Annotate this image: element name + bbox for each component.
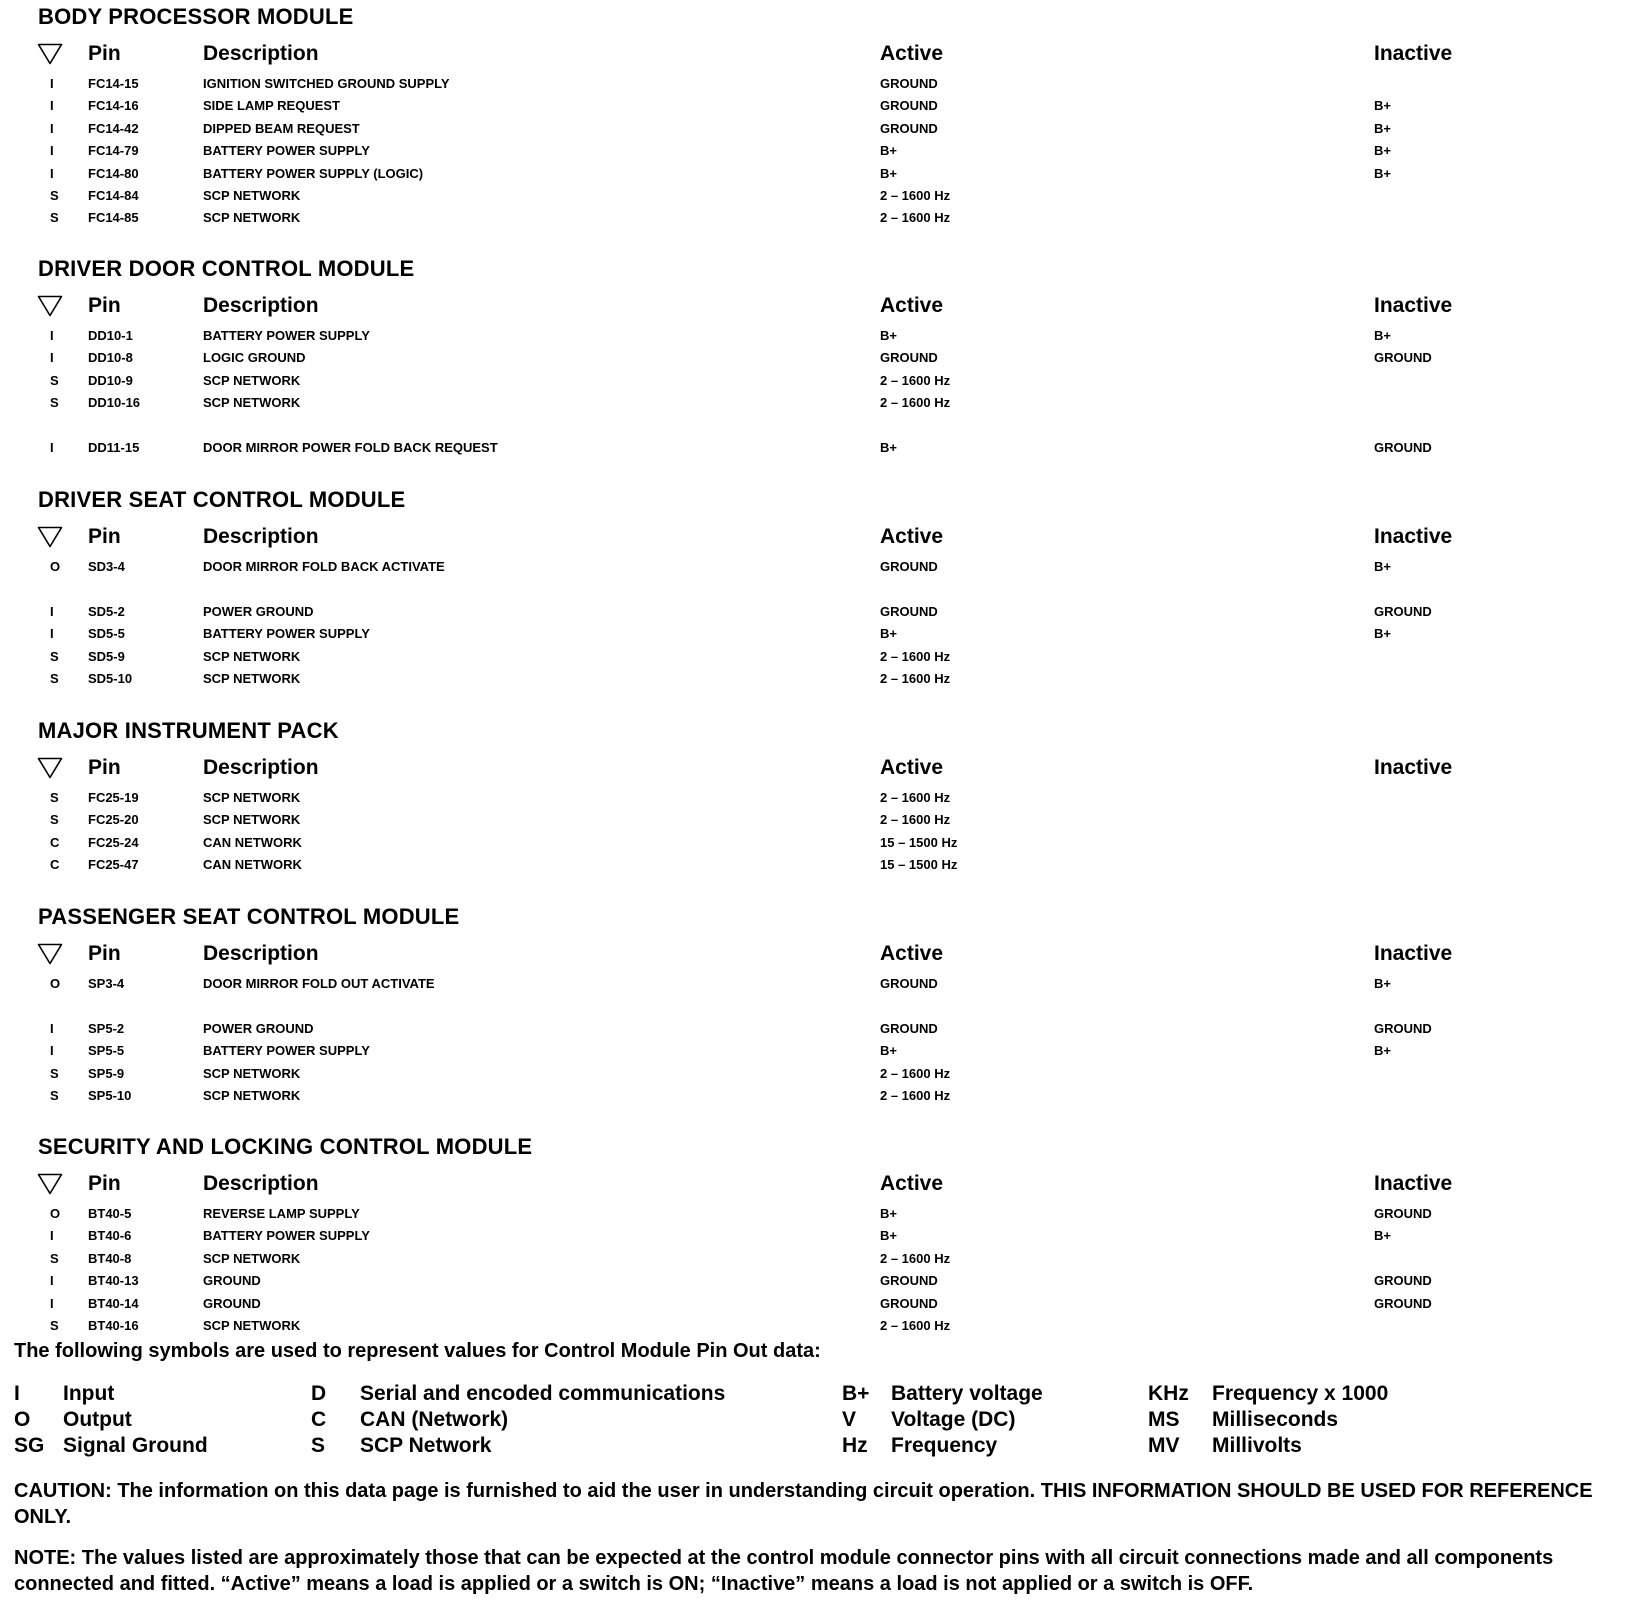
active-value: GROUND: [880, 1296, 938, 1311]
note-text: NOTE: The values listed are approximately those that can be expected at the control module connector pins with all circuit connections made and all components connected and fitted. “Active” means a load is applied or a switch is ON; “Inactive” means a load is not applied or a switch is OFF.: [14, 1547, 1554, 1595]
pin-description: SCP NETWORK: [203, 373, 301, 388]
pin-type: I: [50, 76, 54, 91]
pin-description: BATTERY POWER SUPPLY: [203, 1043, 370, 1058]
module-title: PASSENGER SEAT CONTROL MODULE: [38, 904, 460, 929]
table-row: [0, 1021, 1632, 1041]
inactive-value: GROUND: [1374, 1206, 1432, 1221]
pin-type: S: [50, 210, 59, 225]
pin-type: S: [50, 1251, 59, 1266]
pin-id: FC14-16: [88, 98, 139, 113]
active-value: 2 – 1600 Hz: [880, 1066, 951, 1081]
table-row: [0, 976, 1632, 996]
pin-id: SD5-2: [88, 604, 125, 619]
pin-id: DD10-1: [88, 328, 133, 343]
active-column-header: Active: [880, 294, 944, 317]
pin-type: I: [50, 1228, 54, 1243]
inactive-value: B+: [1374, 121, 1391, 136]
inactive-value: B+: [1374, 626, 1391, 641]
module-title: BODY PROCESSOR MODULE: [38, 4, 354, 29]
pin-id: SP3-4: [88, 976, 125, 991]
active-value: GROUND: [880, 559, 938, 574]
pin-description: BATTERY POWER SUPPLY: [203, 328, 370, 343]
pin-type: O: [50, 559, 61, 574]
inactive-value: B+: [1374, 143, 1391, 158]
pin-id: FC25-20: [88, 812, 139, 827]
pin-id: BT40-16: [88, 1318, 139, 1333]
module-title: DRIVER DOOR CONTROL MODULE: [38, 256, 415, 281]
active-value: B+: [880, 166, 897, 181]
pin-id: FC25-19: [88, 790, 139, 805]
pin-description: BATTERY POWER SUPPLY: [203, 626, 370, 641]
table-header: [0, 756, 1632, 782]
pin-type: S: [50, 1318, 59, 1333]
pin-direction-icon: [37, 526, 63, 548]
pin-description: CAN NETWORK: [203, 835, 302, 850]
pin-type: S: [50, 649, 59, 664]
pin-description: SCP NETWORK: [203, 395, 301, 410]
pin-description: DOOR MIRROR POWER FOLD BACK REQUEST: [203, 440, 498, 455]
pin-column-header: Pin: [88, 42, 121, 65]
pin-column-header: Pin: [88, 525, 121, 548]
pin-id: SD5-9: [88, 649, 125, 664]
legend-symbol: B+: [842, 1382, 870, 1405]
pin-type: I: [50, 121, 54, 136]
active-value: GROUND: [880, 98, 938, 113]
pin-id: FC14-79: [88, 143, 139, 158]
pin-id: SP5-10: [88, 1088, 132, 1103]
table-row: [0, 1066, 1632, 1086]
legend-symbol: SG: [14, 1434, 45, 1457]
pin-id: SP5-9: [88, 1066, 125, 1081]
table-row: [0, 98, 1632, 118]
pin-direction-icon: [37, 757, 63, 779]
legend-symbol: O: [14, 1408, 31, 1431]
pin-description: SCP NETWORK: [203, 1251, 301, 1266]
pin-type: C: [50, 835, 60, 850]
pin-column-header: Pin: [88, 756, 121, 779]
pin-direction-icon: [37, 295, 63, 317]
inactive-value: B+: [1374, 976, 1391, 991]
table-row: [0, 604, 1632, 624]
legend-meaning: Serial and encoded communications: [360, 1382, 726, 1405]
active-value: 2 – 1600 Hz: [880, 210, 951, 225]
active-value: GROUND: [880, 976, 938, 991]
legend-symbol: S: [311, 1434, 326, 1457]
inactive-column-header: Inactive: [1374, 942, 1453, 965]
pin-description: SCP NETWORK: [203, 1066, 301, 1081]
description-column-header: Description: [203, 42, 319, 65]
table-row: [0, 790, 1632, 810]
table-row: [0, 835, 1632, 855]
pin-id: FC14-42: [88, 121, 139, 136]
legend-symbol: Hz: [842, 1434, 868, 1457]
active-value: B+: [880, 143, 897, 158]
legend-meaning: Output: [63, 1408, 132, 1431]
inactive-column-header: Inactive: [1374, 42, 1453, 65]
pin-id: BT40-14: [88, 1296, 139, 1311]
table-header: [0, 942, 1632, 968]
active-value: 2 – 1600 Hz: [880, 671, 951, 686]
legend-meaning: CAN (Network): [360, 1408, 509, 1431]
legend-meaning: Input: [63, 1382, 115, 1405]
inactive-value: B+: [1374, 328, 1391, 343]
module-title: MAJOR INSTRUMENT PACK: [38, 718, 339, 743]
table-row: [0, 1296, 1632, 1316]
table-row: [0, 166, 1632, 186]
active-value: GROUND: [880, 1273, 938, 1288]
legend-symbol: KHz: [1148, 1382, 1189, 1405]
description-column-header: Description: [203, 294, 319, 317]
legend-meaning: Battery voltage: [891, 1382, 1043, 1405]
pin-type: I: [50, 143, 54, 158]
pin-id: FC25-47: [88, 857, 139, 872]
table-row: [0, 649, 1632, 669]
active-value: B+: [880, 440, 897, 455]
pin-description: SCP NETWORK: [203, 671, 301, 686]
active-column-header: Active: [880, 525, 944, 548]
table-row: [0, 559, 1632, 579]
pin-id: SD3-4: [88, 559, 125, 574]
description-column-header: Description: [203, 756, 319, 779]
active-value: B+: [880, 1043, 897, 1058]
table-header: [0, 1172, 1632, 1198]
pin-description: SCP NETWORK: [203, 210, 301, 225]
inactive-value: B+: [1374, 559, 1391, 574]
active-value: GROUND: [880, 76, 938, 91]
inactive-column-header: Inactive: [1374, 525, 1453, 548]
pin-description: SCP NETWORK: [203, 649, 301, 664]
pin-id: DD10-9: [88, 373, 133, 388]
pin-id: FC14-80: [88, 166, 139, 181]
pin-column-header: Pin: [88, 942, 121, 965]
inactive-value: B+: [1374, 1043, 1391, 1058]
table-row: [0, 210, 1632, 230]
pin-type: S: [50, 812, 59, 827]
legend-meaning: Millivolts: [1212, 1434, 1302, 1457]
pin-type: S: [50, 373, 59, 388]
legend-symbol: MS: [1148, 1408, 1180, 1431]
pin-type: C: [50, 857, 60, 872]
pin-id: SP5-2: [88, 1021, 125, 1036]
active-value: 2 – 1600 Hz: [880, 395, 951, 410]
active-value: GROUND: [880, 604, 938, 619]
legend-meaning: SCP Network: [360, 1434, 492, 1457]
pin-id: DD11-15: [88, 440, 140, 455]
table-row: [0, 1088, 1632, 1108]
active-value: 2 – 1600 Hz: [880, 790, 951, 805]
legend-symbol: V: [842, 1408, 857, 1431]
pin-type: I: [50, 626, 54, 641]
table-header: [0, 294, 1632, 320]
pin-description: GROUND: [203, 1296, 261, 1311]
active-value: 2 – 1600 Hz: [880, 649, 951, 664]
pin-description: POWER GROUND: [203, 604, 314, 619]
table-row: [0, 121, 1632, 141]
pin-column-header: Pin: [88, 294, 121, 317]
pin-id: DD10-8: [88, 350, 133, 365]
table-header: [0, 525, 1632, 551]
pin-type: S: [50, 1088, 59, 1103]
active-value: 15 – 1500 Hz: [880, 835, 958, 850]
inactive-column-header: Inactive: [1374, 294, 1453, 317]
pin-description: SCP NETWORK: [203, 812, 301, 827]
legend-meaning: Frequency: [891, 1434, 998, 1457]
pin-type: I: [50, 98, 54, 113]
table-header: [0, 42, 1632, 68]
table-row: [0, 1273, 1632, 1293]
inactive-column-header: Inactive: [1374, 756, 1453, 779]
table-row: [0, 76, 1632, 96]
pin-type: I: [50, 440, 54, 455]
pin-type: I: [50, 604, 54, 619]
pin-id: FC14-15: [88, 76, 139, 91]
table-row: [0, 143, 1632, 163]
pin-id: BT40-8: [88, 1251, 132, 1266]
active-value: 2 – 1600 Hz: [880, 373, 951, 388]
inactive-value: B+: [1374, 1228, 1391, 1243]
active-value: 2 – 1600 Hz: [880, 188, 951, 203]
pin-description: SCP NETWORK: [203, 1088, 301, 1103]
active-value: GROUND: [880, 350, 938, 365]
pin-type: I: [50, 1021, 54, 1036]
pin-id: FC25-24: [88, 835, 139, 850]
pin-direction-icon: [37, 43, 63, 65]
table-row: [0, 812, 1632, 832]
table-row: [0, 1043, 1632, 1063]
pin-description: SIDE LAMP REQUEST: [203, 98, 341, 113]
module-title: DRIVER SEAT CONTROL MODULE: [38, 487, 406, 512]
pin-type: O: [50, 976, 61, 991]
legend-meaning: Frequency x 1000: [1212, 1382, 1389, 1405]
active-value: 2 – 1600 Hz: [880, 812, 951, 827]
table-row: [0, 328, 1632, 348]
pin-description: REVERSE LAMP SUPPLY: [203, 1206, 360, 1221]
active-value: 2 – 1600 Hz: [880, 1088, 951, 1103]
table-row: [0, 1206, 1632, 1226]
pin-description: CAN NETWORK: [203, 857, 302, 872]
table-row: [0, 373, 1632, 393]
active-column-header: Active: [880, 42, 944, 65]
description-column-header: Description: [203, 1172, 319, 1195]
inactive-value: GROUND: [1374, 1273, 1432, 1288]
pin-description: SCP NETWORK: [203, 188, 301, 203]
pin-type: S: [50, 790, 59, 805]
pin-type: I: [50, 350, 54, 365]
table-row: [0, 1318, 1632, 1338]
active-value: 2 – 1600 Hz: [880, 1251, 951, 1266]
active-value: B+: [880, 1228, 897, 1243]
legend-meaning: Signal Ground: [63, 1434, 208, 1457]
legend-meaning: Milliseconds: [1212, 1408, 1339, 1431]
pin-direction-icon: [37, 1173, 63, 1195]
description-column-header: Description: [203, 525, 319, 548]
legend-symbol: C: [311, 1408, 327, 1431]
inactive-column-header: Inactive: [1374, 1172, 1453, 1195]
pin-description: POWER GROUND: [203, 1021, 314, 1036]
pin-id: BT40-5: [88, 1206, 132, 1221]
pin-description: IGNITION SWITCHED GROUND SUPPLY: [203, 76, 450, 91]
legend-symbol: MV: [1148, 1434, 1180, 1457]
active-value: GROUND: [880, 121, 938, 136]
module-title: SECURITY AND LOCKING CONTROL MODULE: [38, 1134, 533, 1159]
pin-description: BATTERY POWER SUPPLY: [203, 1228, 370, 1243]
inactive-value: B+: [1374, 98, 1391, 113]
table-row: [0, 1251, 1632, 1271]
pin-description: DIPPED BEAM REQUEST: [203, 121, 360, 136]
pin-type: S: [50, 1066, 59, 1081]
active-column-header: Active: [880, 1172, 944, 1195]
pin-type: I: [50, 328, 54, 343]
active-value: B+: [880, 626, 897, 641]
inactive-value: GROUND: [1374, 1021, 1432, 1036]
legend-symbol: I: [14, 1382, 20, 1405]
pin-type: I: [50, 1296, 54, 1311]
active-value: 15 – 1500 Hz: [880, 857, 958, 872]
table-row: [0, 188, 1632, 208]
legend-intro: The following symbols are used to represent values for Control Module Pin Out data:: [14, 1340, 821, 1362]
pin-direction-icon: [37, 943, 63, 965]
active-value: B+: [880, 328, 897, 343]
pin-column-header: Pin: [88, 1172, 121, 1195]
inactive-value: GROUND: [1374, 440, 1432, 455]
table-row: [0, 671, 1632, 691]
inactive-value: GROUND: [1374, 1296, 1432, 1311]
pin-id: DD10-16: [88, 395, 141, 410]
pin-id: FC14-84: [88, 188, 139, 203]
inactive-value: B+: [1374, 166, 1391, 181]
table-row: [0, 440, 1632, 460]
pin-id: SD5-10: [88, 671, 133, 686]
inactive-value: GROUND: [1374, 604, 1432, 619]
pin-id: SP5-5: [88, 1043, 125, 1058]
pin-id: SD5-5: [88, 626, 125, 641]
pin-type: S: [50, 671, 59, 686]
table-row: [0, 395, 1632, 415]
table-row: [0, 857, 1632, 877]
caution-text: CAUTION: The information on this data page is furnished to aid the user in understanding circuit operation. THIS INFORMATION SHOULD BE USED FOR REFERENCE ONLY.: [14, 1480, 1593, 1528]
pin-type: I: [50, 1273, 54, 1288]
active-column-header: Active: [880, 756, 944, 779]
pin-description: BATTERY POWER SUPPLY (LOGIC): [203, 166, 424, 181]
table-row: [0, 1228, 1632, 1248]
pin-description: DOOR MIRROR FOLD OUT ACTIVATE: [203, 976, 435, 991]
pin-type: S: [50, 395, 59, 410]
table-row: [0, 350, 1632, 370]
pin-id: BT40-13: [88, 1273, 139, 1288]
pin-description: GROUND: [203, 1273, 261, 1288]
inactive-value: GROUND: [1374, 350, 1432, 365]
active-value: B+: [880, 1206, 897, 1221]
description-column-header: Description: [203, 942, 319, 965]
pin-description: BATTERY POWER SUPPLY: [203, 143, 370, 158]
pin-type: S: [50, 188, 59, 203]
active-value: GROUND: [880, 1021, 938, 1036]
table-row: [0, 626, 1632, 646]
pin-id: FC14-85: [88, 210, 139, 225]
pin-type: I: [50, 166, 54, 181]
pin-description: DOOR MIRROR FOLD BACK ACTIVATE: [203, 559, 445, 574]
pin-description: SCP NETWORK: [203, 1318, 301, 1333]
legend-meaning: Voltage (DC): [891, 1408, 1016, 1431]
pin-description: LOGIC GROUND: [203, 350, 306, 365]
pin-description: SCP NETWORK: [203, 790, 301, 805]
legend-symbol: D: [311, 1382, 327, 1405]
symbol-legend: [0, 1382, 1632, 1462]
pin-type: O: [50, 1206, 61, 1221]
active-value: 2 – 1600 Hz: [880, 1318, 951, 1333]
pin-id: BT40-6: [88, 1228, 132, 1243]
pin-type: I: [50, 1043, 54, 1058]
active-column-header: Active: [880, 942, 944, 965]
